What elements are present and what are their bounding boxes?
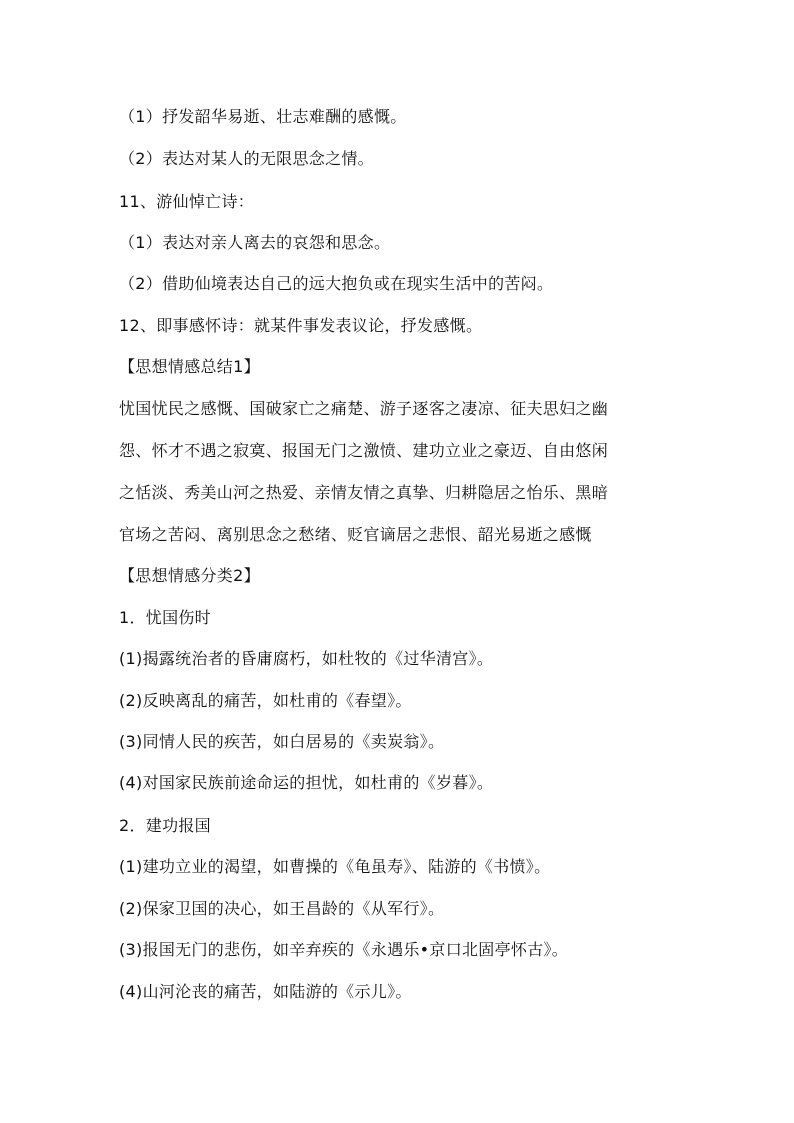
text-line: (4)山河沦丧的痛苦，如陆游的《示儿》。 <box>119 982 412 1001</box>
category-heading: 1．忧国伤时 <box>119 608 211 627</box>
text-line: (4)对国家民族前途命运的担忧，如杜甫的《岁暮》。 <box>119 773 494 792</box>
text-line: (3)报国无门的悲伤，如辛弃疾的《永遇乐•京口北固亭怀古》。 <box>119 940 569 959</box>
text-line: (1)建功立业的渴望，如曹操的《龟虽寿》、陆游的《书愤》。 <box>119 857 551 876</box>
text-line: (3)同情人民的疾苦，如白居易的《卖炭翁》。 <box>119 732 445 751</box>
text-line: （2）表达对某人的无限思念之情。 <box>119 149 374 168</box>
text-line: （1）表达对亲人离去的哀怨和思念。 <box>119 233 391 252</box>
text-line: （2）借助仙境表达自己的远大抱负或在现实生活中的苦闷。 <box>119 274 554 293</box>
classification-heading: 【思想情感分类2】 <box>119 566 260 585</box>
text-line: (1)揭露统治者的昏庸腐朽，如杜牧的《过华清宫》。 <box>119 649 494 668</box>
summary-line: 之恬淡、秀美山河之热爱、亲情友情之真挚、归耕隐居之怡乐、黑暗 <box>119 483 609 502</box>
summary-line: 怨、怀才不遇之寂寞、报国无门之激愤、建功立业之豪迈、自由悠闲 <box>119 441 609 460</box>
summary-line: 忧国忧民之感慨、国破家亡之痛楚、游子逐客之凄凉、征夫思妇之幽 <box>119 399 609 418</box>
summary-heading: 【思想情感总结1】 <box>119 357 260 376</box>
text-line: （1）抒发韶华易逝、壮志难酬的感慨。 <box>119 107 407 126</box>
summary-paragraph <box>119 399 679 567</box>
section-heading-12: 12、即事感怀诗：就某件事发表议论，抒发感慨。 <box>119 316 483 335</box>
text-line: (2)反映离乱的痛苦，如杜甫的《春望》。 <box>119 691 412 710</box>
summary-line: 官场之苦闷、离别思念之愁绪、贬官谪居之悲恨、韶光易逝之感慨 <box>119 525 592 544</box>
text-line: (2)保家卫国的决心，如王昌龄的《从军行》。 <box>119 899 445 918</box>
category-heading: 2．建功报国 <box>119 816 211 835</box>
section-heading-11: 11、游仙悼亡诗： <box>119 192 255 211</box>
